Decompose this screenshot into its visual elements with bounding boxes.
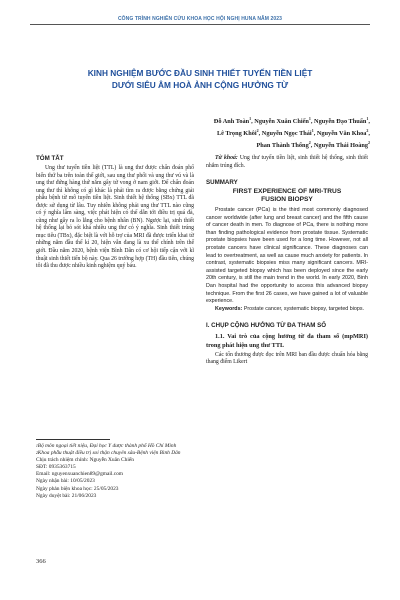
- author-affiliation-mark: 1: [366, 116, 369, 121]
- author-line-1: [110, 114, 370, 126]
- author-name: Lê Trọng Khôi: [216, 130, 257, 138]
- author-name: Phan Thành Thống: [256, 142, 309, 150]
- keywords-en-label: Keywords:: [215, 305, 243, 312]
- title-line-2: DƯỚI SIÊU ÂM HOÀ ẢNH CỘNG HƯỞNG TỪ: [111, 80, 289, 90]
- left-column: [36, 155, 194, 271]
- author-affiliation-mark: 2: [366, 128, 369, 134]
- summary-vn-body: Ung thư tuyến tiền liệt (TTL) là ung thư được chẩn đoán phổ biến thứ ba trên toàn thế giới, sau ung thư phổi và ung thư vú và là ung thư đứng hàng thứ năm gây tử vong ở nam giới. Để chẩn đoán ung thư thì không có gì khác là phải tìm ra được bằng chứng giải phẫu bệnh từ mô tuyến tiền liệt. Sinh thiết hệ thống (SBx) TTL đã được sử dụng từ lâu. Tuy nhiên không phải ung thư TTL nào cũng có ý nghĩa lâm sàng, việc phát hiện có thể dẫn tới điều trị quá đà, cũng như gây ra lo lắng cho bệnh nhân (BN). Ngược lại, sinh thiết hệ thống lại bỏ sót khá nhiều ung thư có ý nghĩa. Sinh thiết trúng mục tiêu (TBx), đặc biệt là với hỗ trợ của MRI đã được triển khai từ những năm đầu thế kỉ 20, hiện vẫn đang là xu thế chính trên thế giới. Đầu năm 2020, bệnh viện Bình Dân có cơ hội tiếp cận với kĩ thuật sinh thiết tiến bộ này. Qua 26 trường hợp (TH) đầu tiên, chúng tôi đã thu được nhiều kinh nghiệm quý báu.: [36, 165, 194, 270]
- right-column: [206, 155, 368, 367]
- title-line-1: KINH NGHIỆM BƯỚC ĐẦU SINH THIẾT TUYẾN TIỀN LIỆT: [87, 68, 313, 78]
- author-affiliation-mark: 2: [368, 140, 370, 146]
- author-affiliation-mark: 1: [249, 116, 252, 121]
- date-accepted: Ngày duyệt bài: 21/06/2023: [36, 492, 97, 499]
- author-name: Nguyễn Thái Hoàng: [313, 142, 368, 150]
- author-email: Email: nguyenxuanchien89@gmail.com: [36, 471, 124, 478]
- summary-en-title-line-1: FIRST EXPERIENCE OF MRI-TRUS: [232, 188, 342, 196]
- affiliation-mark: 2: [36, 451, 38, 456]
- author-name: Nguyễn Ngọc Thái: [261, 130, 312, 138]
- author-affiliation-mark: 1: [311, 128, 314, 134]
- footnote-divider: [36, 439, 110, 440]
- page-number: 366: [36, 558, 46, 565]
- summary-en-body: Prostate cancer (PCa) is the third most commonly diagnosed cancer worldwide (after lung and breast cancer) and the fifth cause of cancer death in men. To diagnose of PCa, there is nothing more than finding pathological evidence from prostate tissue. Systematic prostate biopsies have been used for a long time. However, not all prostate cancers have clinical significance. These diagnoses can lead to overtreatment, as well as cause much anxiety for patients. In contrast, systematic biopsies miss many significant cancers. MRI-assisted targeted biopsy which has been deployed since the early 20th century, is still the main trend in the world. In early 2020, Binh Dan hospital had the opportunity to access this advanced biopsy technique. From the first 26 cases, we have gained a lot of valuable experience.: [206, 207, 368, 305]
- author-name: Nguyễn Xuân Chiến: [254, 118, 309, 126]
- keywords-en: [206, 306, 368, 314]
- author-list: [110, 114, 370, 150]
- author-affiliation-mark: 2: [308, 140, 311, 146]
- keywords-vn-label: Từ khoá:: [215, 155, 238, 161]
- author-separator: ,: [310, 142, 314, 150]
- article-title: [30, 67, 370, 91]
- affiliation-2: $^2$Khoa phẫu thuật điều trị soi thận chuyên sâu-Bệnh viện Bình Dân: [36, 450, 181, 457]
- affiliation-1: $^1$Bộ môn ngoại tiết niệu, Đại học Y dược thành phố Hồ Chí Minh: [36, 443, 177, 449]
- author-affiliation-mark: 2: [256, 128, 259, 134]
- header-divider: [30, 24, 370, 25]
- summary-vn-heading: TÓM TẮT: [36, 155, 64, 162]
- responsible-author: Chịu trách nhiệm chính: Nguyễn Xuân Chiến: [36, 457, 134, 464]
- section-1-heading: I. CHỤP CỘNG HƯỞNG TỪ ĐA THAM SỐ: [206, 322, 327, 330]
- author-affiliation-mark: 1: [308, 116, 311, 121]
- summary-en-heading: SUMMARY: [206, 179, 238, 187]
- running-header: CÔNG TRÌNH NGHIÊN CỨU KHOA HỌC HỘI NGHỊ HUNA NĂM 2023: [117, 16, 283, 22]
- author-phone: SĐT: 0935363715: [36, 464, 76, 471]
- summary-en-title-line-2: FUSION BIOPSY: [261, 196, 313, 204]
- date-reviewed: Ngày phản biện khoa học: 25/05/2023: [36, 485, 119, 492]
- author-name: Nguyễn Văn Khoa: [316, 130, 367, 138]
- author-name: Đỗ Anh Toàn: [213, 118, 250, 126]
- author-separator: ,: [251, 118, 255, 126]
- summary-en-title: [206, 188, 368, 204]
- affiliation-mark: 1: [36, 444, 38, 448]
- author-name: Nguyễn Đạo Thuấn: [314, 118, 367, 126]
- keywords-en-text: Prostate cancer, systematic biopsy, targeted biops.: [242, 305, 365, 312]
- keywords-vn: [206, 155, 368, 170]
- author-separator: ,: [258, 130, 262, 138]
- footnotes: [36, 443, 194, 500]
- author-line-2: [110, 126, 370, 138]
- keywords-vn-text: Ung thư tuyến tiền liệt, sinh thiết hệ thống, sinh thiết nhắm trúng đích.: [206, 155, 368, 169]
- section-1-1-body: Các tổn thương được đọc trên MRI ban đầu được chuẩn hóa bằng thang điểm Likert: [206, 351, 368, 366]
- author-separator: ,: [368, 130, 370, 138]
- section-1-1-heading: 1.1. Vai trò của cộng hưởng từ đa tham số (mpMRI) trong phát hiện ung thư TTL: [206, 333, 368, 349]
- author-separator: ,: [368, 118, 370, 126]
- author-line-3: [110, 138, 370, 150]
- author-separator: ,: [310, 118, 315, 126]
- date-received: Ngày nhận bài: 10/05/2023: [36, 478, 95, 485]
- author-separator: ,: [313, 130, 317, 138]
